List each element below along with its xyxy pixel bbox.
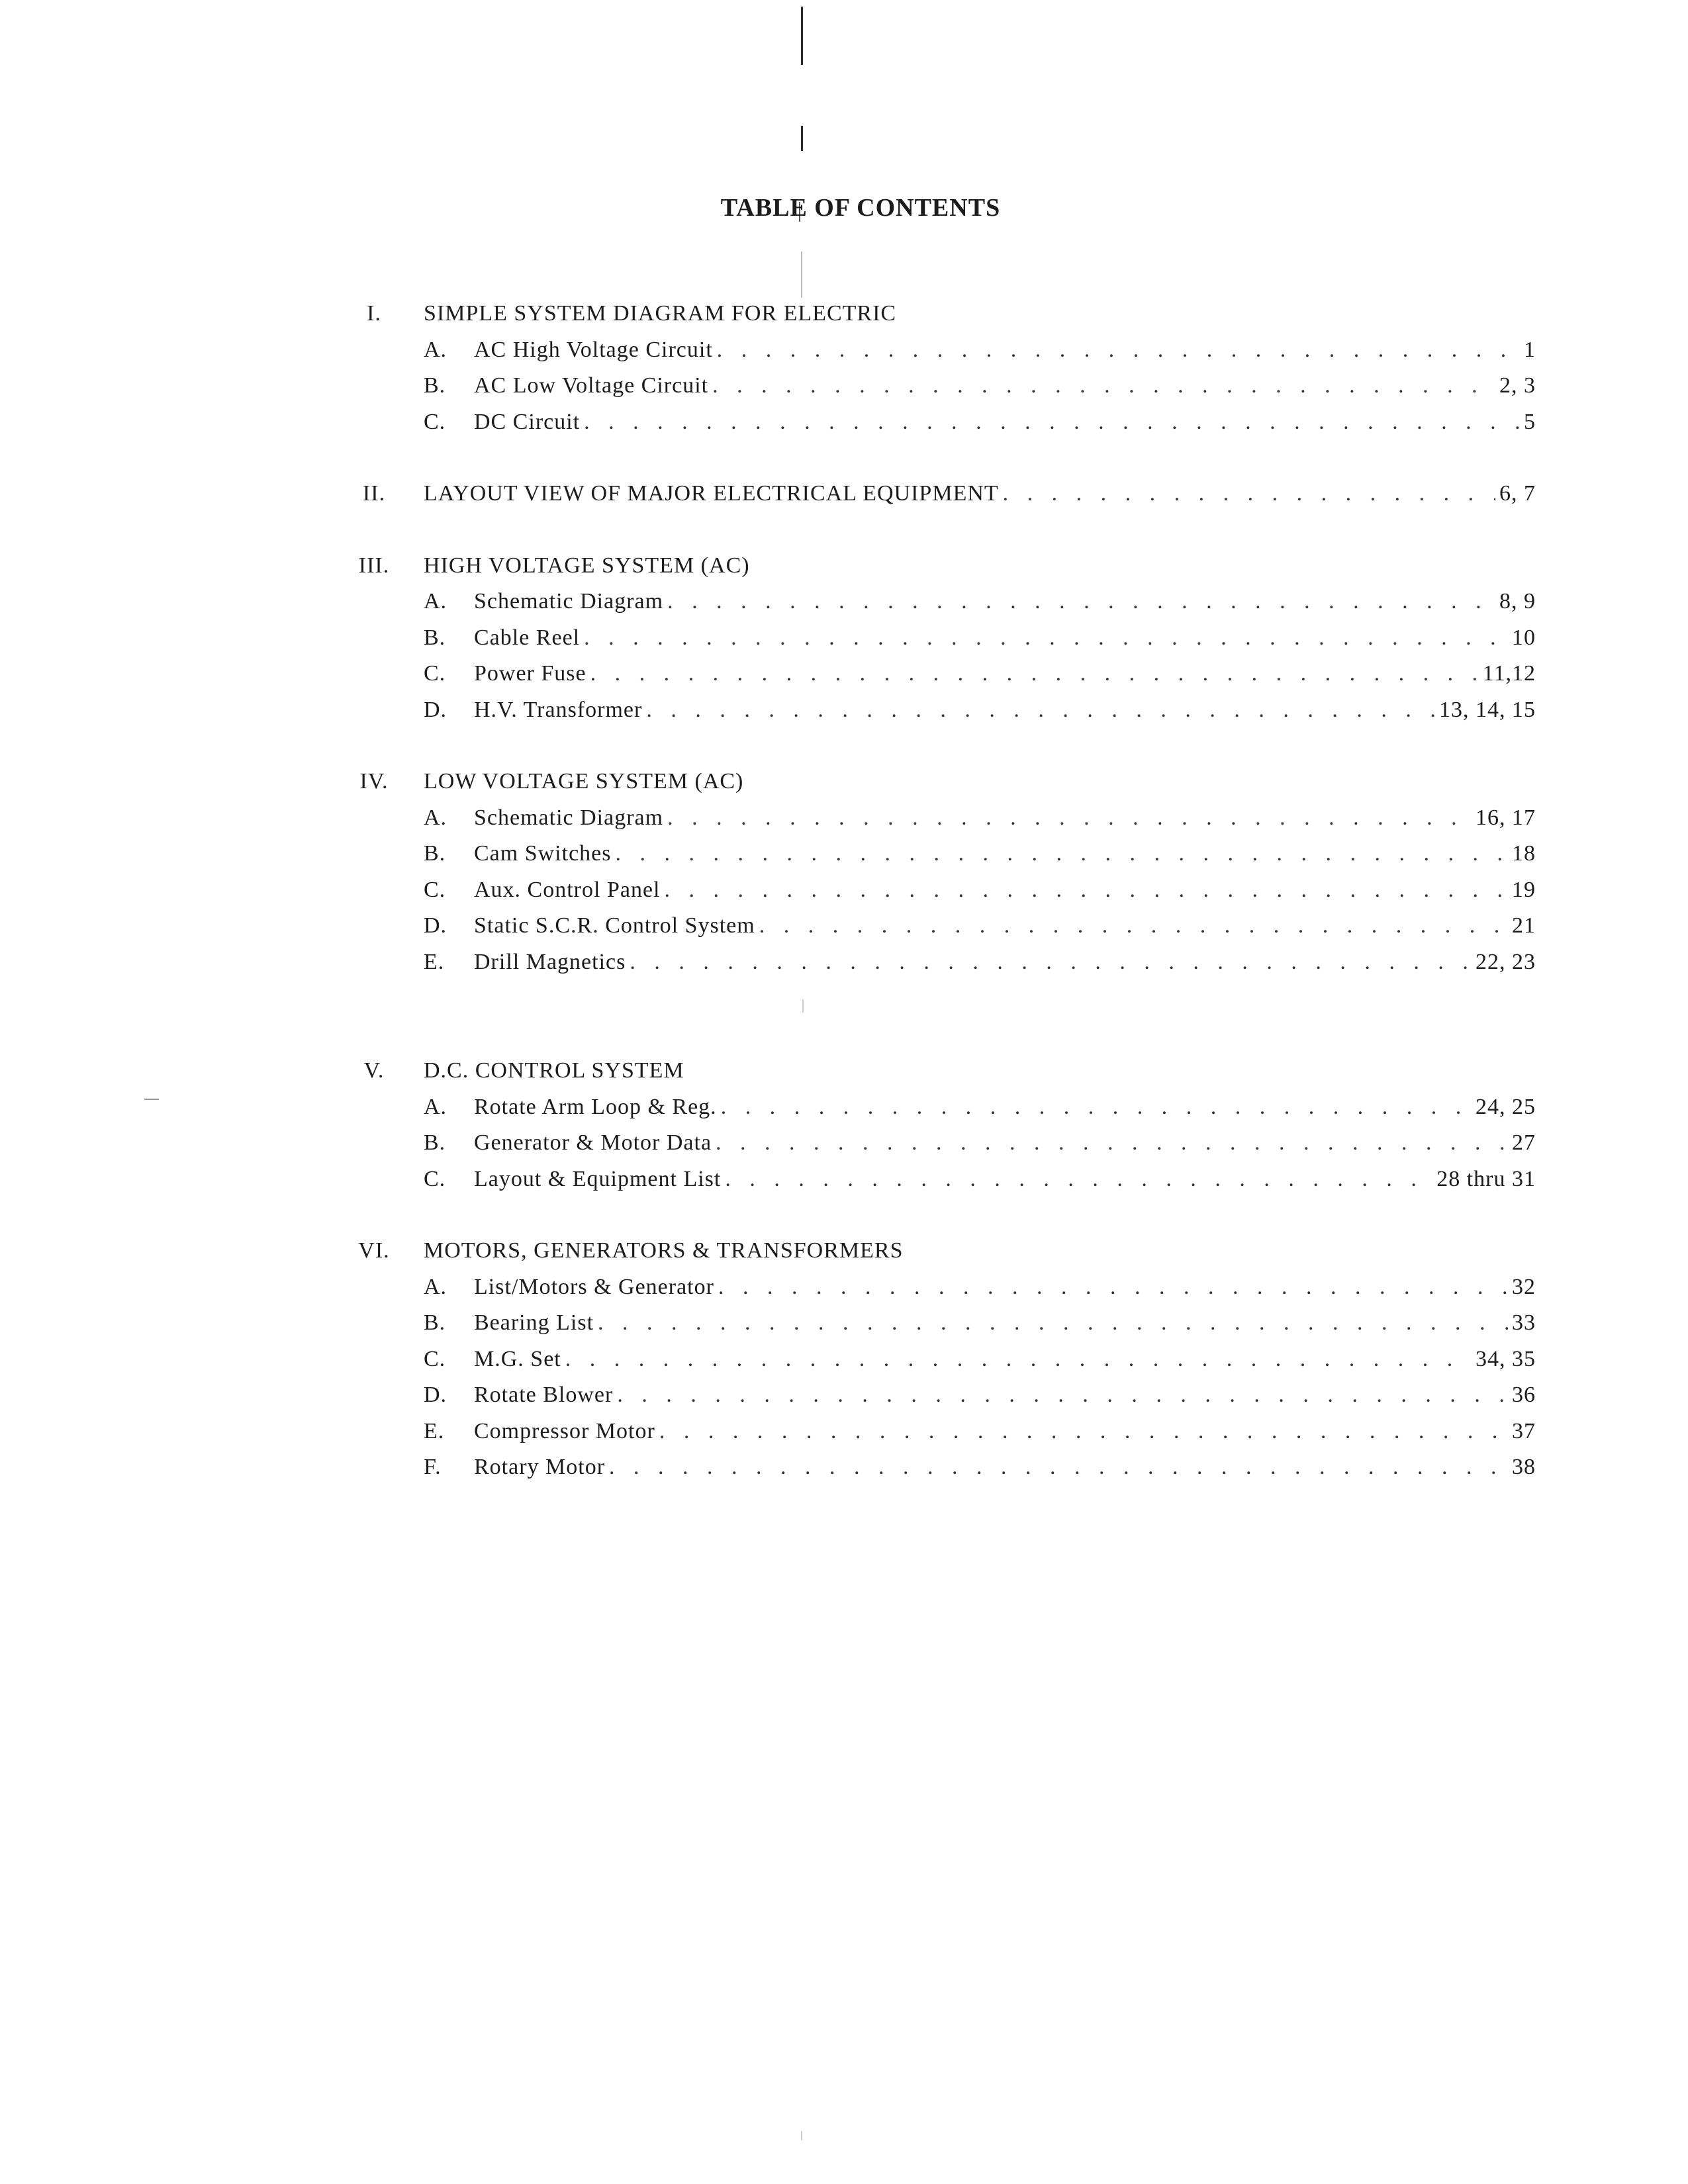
toc-entry [344,589,1536,625]
section-numeral: III. [358,553,390,578]
entry-label: Rotary Motor [474,1455,606,1479]
entry-letter: E. [424,949,445,974]
dot-leader [667,589,1495,614]
page-numbers: 36 [1512,1383,1536,1407]
entry-letter: C. [424,661,446,686]
dot-leader [659,1419,1508,1444]
dot-leader [1003,481,1495,506]
toc-entry [344,878,1536,914]
scan-mark [801,2131,802,2140]
dot-leader [617,1383,1508,1408]
entry-label: Static S.C.R. Control System [474,913,755,938]
toc-section [344,301,1536,445]
toc-section-heading [344,481,1536,518]
page-numbers: 13, 14, 15 [1439,697,1536,722]
toc-entry [344,1275,1536,1311]
toc-entry [344,1419,1536,1455]
page-numbers: 19 [1512,877,1536,902]
page-numbers: 8, 9 [1499,589,1536,614]
entry-label: Cam Switches [474,841,612,866]
table-of-contents [344,301,1536,1527]
entry-label: DC Circuit [474,409,581,434]
section-heading-label: LOW VOLTAGE SYSTEM (AC) [424,769,744,794]
entry-letter: D. [424,1383,447,1407]
entry-letter: B. [424,841,446,866]
page-numbers: 32 [1512,1274,1536,1299]
toc-entry [344,661,1536,698]
dot-leader [716,1130,1508,1156]
entry-label: Schematic Diagram [474,805,664,830]
page-numbers: 38 [1512,1455,1536,1479]
entry-label: AC High Voltage Circuit [474,337,713,362]
dot-leader [630,950,1472,975]
page-numbers: 24, 25 [1476,1094,1536,1119]
page-numbers: 34, 35 [1476,1346,1536,1371]
toc-entry [344,841,1536,878]
dot-leader [667,805,1472,831]
section-numeral: I. [367,301,381,326]
entry-letter: A. [424,1094,447,1119]
toc-section-heading [344,1058,1536,1095]
page-numbers: 11,12 [1482,661,1536,686]
page-numbers: 16, 17 [1476,805,1536,830]
toc-entry [344,625,1536,662]
toc-section [344,769,1536,985]
page-numbers: 28 thru 31 [1436,1166,1536,1191]
toc-section-heading [344,1238,1536,1275]
entry-letter: A. [424,1274,447,1299]
toc-section [344,481,1536,518]
dot-leader [615,841,1508,866]
scan-mark [144,1099,159,1100]
entry-letter: A. [424,805,447,830]
entry-letter: E. [424,1418,445,1443]
dot-leader [717,338,1520,363]
entry-letter: B. [424,1310,446,1335]
entry-label: List/Motors & Generator [474,1274,714,1299]
dot-leader [609,1455,1508,1480]
entry-label: Drill Magnetics [474,949,626,974]
entry-letter: B. [424,625,446,650]
section-numeral: V. [363,1058,385,1083]
entry-letter: B. [424,373,446,398]
section-numeral: IV. [359,769,389,794]
page-numbers: 18 [1512,841,1536,866]
entry-label: Aux. Control Panel [474,877,661,902]
toc-entry [344,913,1536,950]
entry-label: Compressor Motor [474,1418,655,1443]
entry-label: H.V. Transformer [474,697,643,722]
section-heading-label: SIMPLE SYSTEM DIAGRAM FOR ELECTRIC [424,301,897,326]
dot-leader [565,1347,1472,1372]
toc-entry [344,698,1536,734]
section-heading-label: MOTORS, GENERATORS & TRANSFORMERS [424,1238,904,1263]
toc-entry [344,1130,1536,1167]
entry-letter: C. [424,877,446,902]
page-numbers: 33 [1512,1310,1536,1335]
entry-letter: B. [424,1130,446,1155]
dot-leader [598,1310,1508,1336]
entry-label: Bearing List [474,1310,594,1335]
page-numbers: 37 [1512,1418,1536,1443]
section-heading-label: HIGH VOLTAGE SYSTEM (AC) [424,553,750,578]
page-numbers: 2, 3 [1499,373,1536,398]
page-numbers: 10 [1512,625,1536,650]
toc-entry [344,1347,1536,1383]
entry-letter: A. [424,589,447,614]
toc-entry [344,1383,1536,1419]
dot-leader [712,373,1495,398]
entry-letter: C. [424,1166,446,1191]
dot-leader [718,1275,1508,1300]
entry-label: M.G. Set [474,1346,561,1371]
dot-leader [664,878,1508,903]
entry-letter: C. [424,409,446,434]
toc-entry [344,410,1536,446]
page-numbers: 1 [1524,337,1536,362]
entry-label: Cable Reel [474,625,581,650]
scan-mark [801,7,803,65]
page-numbers: 27 [1512,1130,1536,1155]
toc-section [344,553,1536,734]
toc-section-heading [344,769,1536,805]
dot-leader [725,1167,1432,1192]
section-heading-label: LAYOUT VIEW OF MAJOR ELECTRICAL EQUIPMENT [424,481,999,506]
entry-label: Layout & Equipment List [474,1166,722,1191]
toc-section-heading [344,553,1536,590]
page-numbers: 21 [1512,913,1536,938]
page-numbers: 6, 7 [1499,481,1536,506]
toc-section-heading [344,301,1536,338]
toc-entry [344,1095,1536,1131]
entry-label: Rotate Arm Loop & Reg. [474,1094,717,1119]
toc-section [344,1238,1536,1491]
dot-leader [584,625,1508,651]
toc-entry [344,805,1536,842]
section-heading-label: D.C. CONTROL SYSTEM [424,1058,684,1083]
dot-leader [590,661,1479,686]
entry-letter: D. [424,913,447,938]
scan-mark [801,126,803,151]
entry-label: AC Low Voltage Circuit [474,373,709,398]
scan-mark [801,251,802,298]
entry-letter: D. [424,697,447,722]
toc-entry [344,373,1536,410]
dot-leader [721,1095,1472,1120]
section-numeral: VI. [358,1238,390,1263]
entry-letter: A. [424,337,447,362]
toc-entry [344,338,1536,374]
toc-entry [344,1167,1536,1203]
toc-entry [344,1310,1536,1347]
page-title: TABLE OF CONTENTS [720,194,1001,222]
dot-leader [759,913,1508,938]
page-numbers: 22, 23 [1476,949,1536,974]
entry-letter: C. [424,1346,446,1371]
toc-entry [344,1455,1536,1491]
dot-leader [584,410,1520,435]
entry-label: Generator & Motor Data [474,1130,712,1155]
section-numeral: II. [362,481,386,506]
page-numbers: 5 [1524,409,1536,434]
entry-label: Power Fuse [474,661,586,686]
entry-label: Schematic Diagram [474,589,664,614]
entry-letter: F. [424,1455,442,1479]
toc-entry [344,950,1536,986]
toc-section [344,1058,1536,1203]
entry-label: Rotate Blower [474,1383,614,1407]
dot-leader [646,698,1435,723]
